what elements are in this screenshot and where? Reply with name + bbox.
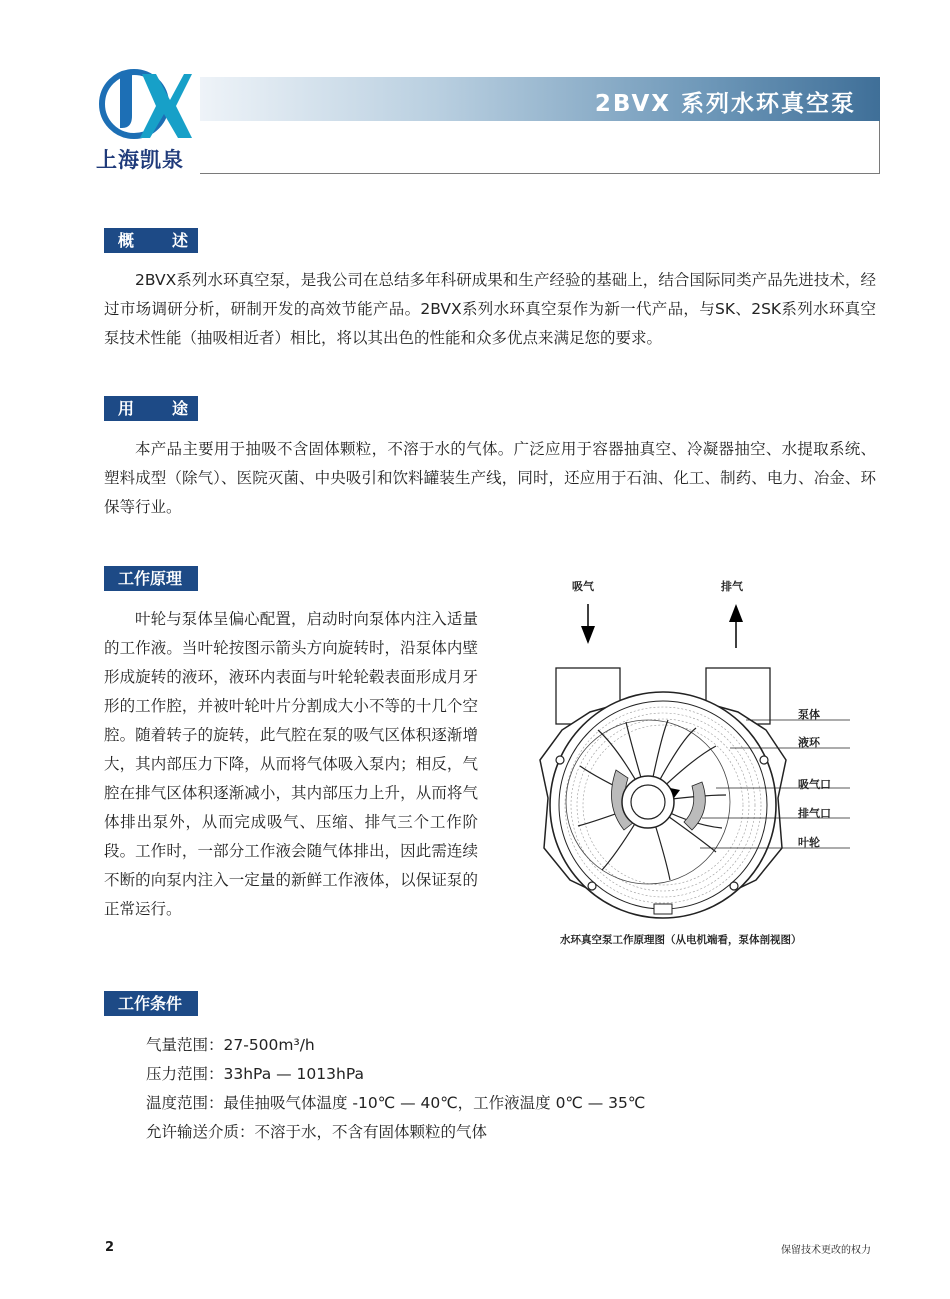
section-label-usage: 用 途 <box>104 396 198 421</box>
callout-liquid-ring: 液环 <box>798 736 820 749</box>
inlet-label: 吸气 <box>572 580 594 593</box>
section-label-overview: 概 述 <box>104 228 198 253</box>
callout-outlet-port: 排气口 <box>798 807 831 820</box>
principle-text: 叶轮与泵体呈偏心配置，启动时向泵体内注入适量的工作液。当叶轮按图示箭头方向旋转时，沿泵体内壁形成旋转的液环，液环内表面与叶轮轮毂表面形成月牙形的工作腔，并被叶轮叶片分割成大小不等的十几个空腔。随着转子的旋转，此气腔在泵的吸气区体积逐渐增大，其内部压力下降，从而将气体吸入泵内；相反，气腔在排气区体积逐渐减小，其内部压力上升，从而将气体排出泵外，从而完成吸气、压缩、排气三个工作阶段。工作时，一部分工作液会随气体排出，因此需连续不断的向泵内注入一定量的新鲜工作液体，以保证泵的正常运行。 <box>104 610 478 918</box>
pump-diagram <box>520 590 855 925</box>
header-frame <box>200 121 880 174</box>
overview-paragraph <box>104 266 876 353</box>
page-number: 2 <box>105 1240 115 1255</box>
title-banner <box>200 77 880 121</box>
outlet-label: 排气 <box>721 580 743 593</box>
condition-item-pressure: 压力范围：33hPa — 1013hPa <box>146 1065 364 1083</box>
diagram-caption: 水环真空泵工作原理图（从电机端看，泵体剖视图） <box>560 934 802 946</box>
principle-paragraph <box>104 605 478 924</box>
section-label-principle: 工作原理 <box>104 566 198 591</box>
footer-note: 保留技术更改的权力 <box>781 1245 871 1256</box>
callout-impeller: 叶轮 <box>798 836 820 849</box>
callout-inlet-port: 吸气口 <box>798 778 831 791</box>
condition-item-medium: 允许输送介质：不溶于水，不含有固体颗粒的气体 <box>146 1123 488 1141</box>
usage-text: 本产品主要用于抽吸不含固体颗粒，不溶于水的气体。广泛应用于容器抽真空、冷凝器抽空、水提取系统、塑料成型（除气）、医院灭菌、中央吸引和饮料罐装生产线，同时，还应用于石油、化工、制药、电力、冶金、环保等行业。 <box>104 440 876 516</box>
overview-text: 2BVX系列水环真空泵，是我公司在总结多年科研成果和生产经验的基础上，结合国际同类产品先进技术，经过市场调研分析，研制开发的高效节能产品。2BVX系列水环真空泵作为新一代产品，与SK、2SK系列水环真空泵技术性能（抽吸相近者）相比，将以其出色的性能和众多优点来满足您的要求。 <box>104 271 876 347</box>
section-label-conditions: 工作条件 <box>104 991 198 1016</box>
logo-text: 上海凯泉 <box>96 148 184 172</box>
page-title: 2BVX 系列水环真空泵 <box>594 91 856 117</box>
inlet-arrow-icon <box>581 604 595 644</box>
usage-paragraph <box>104 435 876 522</box>
condition-item-temperature: 温度范围：最佳抽吸气体温度 -10℃ — 40℃，工作液温度 0℃ — 35℃ <box>146 1094 646 1112</box>
outlet-arrow-icon <box>729 604 743 648</box>
callout-pump-body: 泵体 <box>798 708 820 721</box>
condition-item-air-volume: 气量范围：27-500m³/h <box>146 1036 315 1054</box>
